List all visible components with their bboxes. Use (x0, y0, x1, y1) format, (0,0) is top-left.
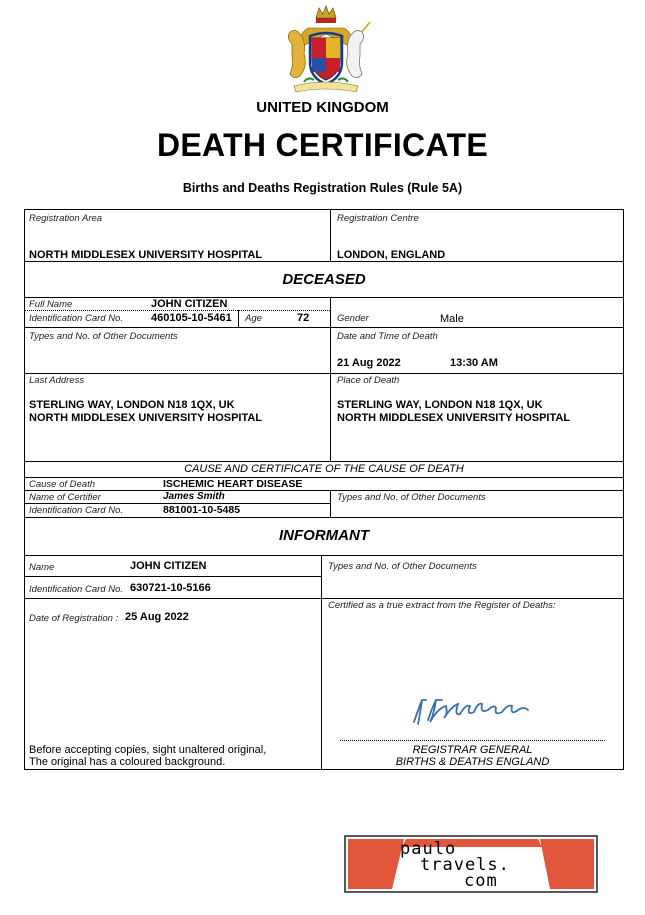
divider (24, 373, 624, 374)
registration-date-value: 25 Aug 2022 (125, 611, 189, 623)
last-address-label: Last Address (29, 375, 85, 386)
registrar-title-line-2: BIRTHS & DEATHS ENGLAND (395, 756, 550, 768)
date-time-of-death-label: Date and Time of Death (337, 331, 438, 342)
logo-line-1: paulo (400, 839, 457, 859)
deceased-other-documents-label: Types and No. of Other Documents (29, 331, 178, 342)
place-of-death-label: Place of Death (337, 375, 400, 386)
divider (24, 310, 330, 311)
certifier-name-value: James Smith (163, 491, 225, 502)
deceased-id-label: Identification Card No. (29, 313, 123, 324)
full-name-label: Full Name (29, 299, 73, 310)
divider (24, 576, 321, 577)
page-subtitle: Births and Deaths Registration Rules (Rule 5A) (182, 181, 463, 195)
informant-other-documents-label: Types and No. of Other Documents (328, 561, 477, 572)
notice-line-2: The original has a coloured background. (29, 756, 226, 768)
age-value: 72 (297, 312, 310, 324)
certifier-id-value: 881001-10-5485 (163, 504, 241, 516)
certifier-name-label: Name of Certifier (29, 492, 101, 503)
divider (24, 461, 624, 462)
divider (24, 555, 624, 556)
divider (330, 490, 331, 517)
divider (330, 297, 331, 461)
divider (24, 598, 624, 599)
informant-id-value: 630721-10-5166 (130, 582, 211, 594)
date-of-death-value: 21 Aug 2022 (337, 357, 401, 369)
deceased-id-value: 460105-10-5461 (151, 312, 232, 324)
certifier-id-label: Identification Card No. (29, 505, 123, 516)
notice-line-1: Before accepting copies, sight unaltered original, (29, 744, 267, 756)
cause-of-death-value: ISCHEMIC HEART DISEASE (163, 478, 303, 490)
time-of-death-value: 13:30 AM (450, 357, 498, 369)
logo-line-2: travels. (420, 855, 510, 875)
registration-area-value: NORTH MIDDLESEX UNIVERSITY HOSPITAL (29, 249, 263, 261)
last-address-line1: STERLING WAY, LONDON N18 1QX, UK (29, 399, 235, 411)
registration-date-label: Date of Registration : (29, 613, 119, 624)
royal-coat-of-arms (278, 4, 374, 96)
cause-other-documents-label: Types and No. of Other Documents (337, 492, 486, 503)
informant-name-label: Name (29, 562, 55, 573)
page-title: DEATH CERTIFICATE (156, 127, 488, 163)
signature-line (340, 740, 605, 741)
registration-centre-value: LONDON, ENGLAND (337, 249, 446, 261)
deceased-section-title: DECEASED (282, 271, 366, 288)
country-heading: UNITED KINGDOM (256, 99, 389, 116)
informant-section-title: INFORMANT (279, 527, 369, 544)
paulo-travels-logo (344, 835, 598, 893)
informant-name-value: JOHN CITIZEN (130, 560, 207, 572)
place-of-death-line2: NORTH MIDDLESEX UNIVERSITY HOSPITAL (337, 412, 571, 424)
divider (24, 477, 624, 478)
divider (24, 261, 624, 262)
cause-of-death-label: Cause of Death (29, 479, 96, 490)
divider (24, 297, 624, 298)
divider (24, 490, 624, 491)
cause-section-title: CAUSE AND CERTIFICATE OF THE CAUSE OF DEATH (184, 463, 464, 475)
registrar-signature (408, 690, 538, 730)
gender-value: Male (440, 313, 464, 325)
divider (238, 310, 239, 327)
full-name-value: JOHN CITIZEN (151, 298, 228, 310)
divider (24, 327, 624, 328)
certified-extract-label: Certified as a true extract from the Register of Deaths: (328, 600, 556, 611)
registrar-title-line-1: REGISTRAR GENERAL (412, 744, 533, 756)
gender-label: Gender (337, 313, 369, 324)
divider (24, 517, 624, 518)
divider (330, 209, 331, 261)
logo-line-3: com (464, 871, 498, 891)
last-address-line2: NORTH MIDDLESEX UNIVERSITY HOSPITAL (29, 412, 263, 424)
registration-area-label: Registration Area (29, 213, 103, 224)
place-of-death-line1: STERLING WAY, LONDON N18 1QX, UK (337, 399, 543, 411)
age-label: Age (245, 313, 262, 324)
registration-centre-label: Registration Centre (337, 213, 419, 224)
divider (321, 555, 322, 770)
informant-id-label: Identification Card No. (29, 584, 123, 595)
